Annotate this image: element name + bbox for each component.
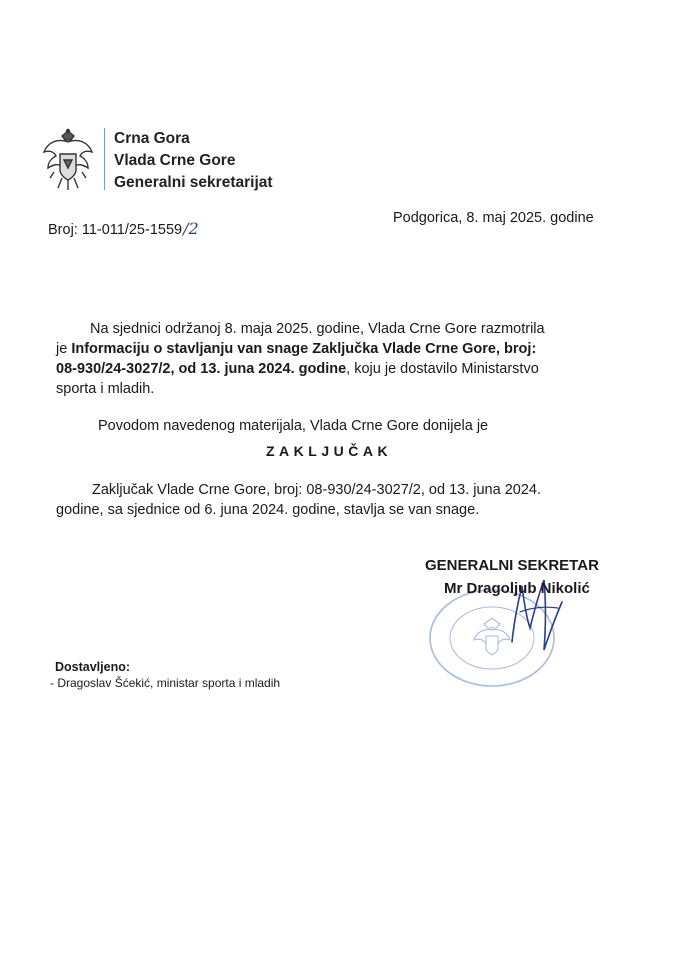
place-date: Podgorica, 8. maj 2025. godine [393,210,594,226]
paragraph-3 [56,480,541,520]
conclusion-title: ZAKLJUČAK [266,443,393,459]
paragraph-1-line-1: Na sjednici održanoj 8. maja 2025. godine, Vlada Crne Gore razmotrila [90,321,545,337]
paragraph-1-line-4: sporta i mladih. [56,381,155,397]
reference-handwritten-suffix: /2 [183,219,199,238]
paragraph-2: Povodom navedenog materijala, Vlada Crne Gore donijela je [98,418,489,434]
paragraph-1-line-2 [56,339,545,359]
letterhead-office: Generalni sekretarijat [114,174,273,191]
distribution-title: Dostavljeno: [55,660,131,674]
header-divider [104,128,105,190]
paragraph-1-line-3 [56,359,545,379]
letterhead-country: Crna Gora [114,130,190,147]
signatory-name: Mr Dragoljub Nikolić [444,580,590,597]
distribution-item: - Dragoslav Šćekić, ministar sporta i mladih [50,676,281,690]
montenegro-coat-of-arms-icon [40,128,96,192]
letterhead-government: Vlada Crne Gore [114,152,236,169]
paragraph-3-line-1: Zaključak Vlade Crne Gore, broj: 08-930/24-3027/2, od 13. juna 2024. [92,482,541,498]
paragraph-1-line-2-plain: je [56,341,72,357]
reference-number [48,219,199,238]
letterhead [114,128,273,194]
paragraph-1-line-2-bold: Informaciju o stavljanju van snage Zaključka Vlade Crne Gore, broj: [71,341,537,357]
reference-label: Broj: 11-011/25-1559 [48,222,183,238]
signatory-title: GENERALNI SEKRETAR [425,557,599,574]
paragraph-1 [56,319,545,399]
paragraph-1-line-3-plain: , koju je dostavilo Ministarstvo [346,361,539,377]
paragraph-3-line-2: godine, sa sjednice od 6. juna 2024. godine, stavlja se van snage. [56,502,480,518]
paragraph-1-line-3-bold: 08-930/24-3027/2, od 13. juna 2024. godine [56,361,347,377]
